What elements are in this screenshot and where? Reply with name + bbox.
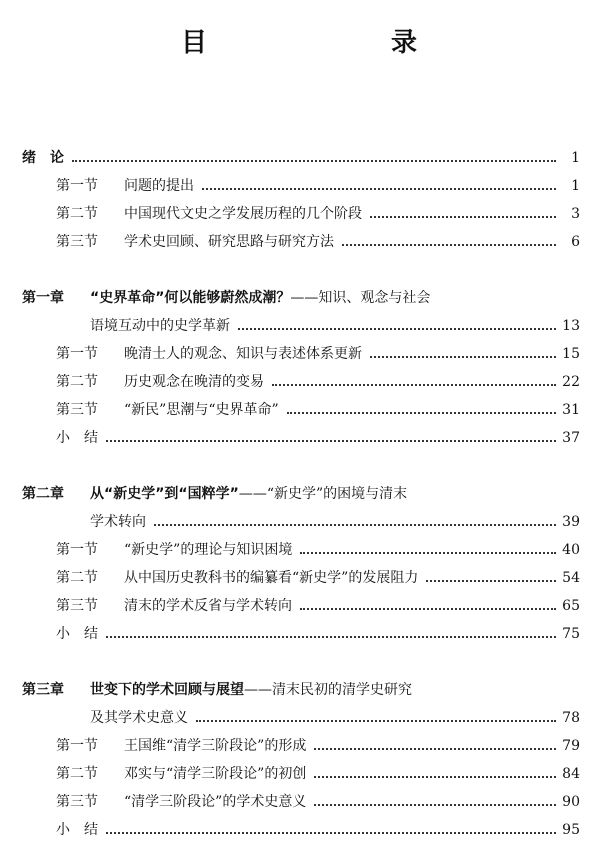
toc-leader-dots [426, 576, 556, 582]
toc-entry-label: 小 结 [56, 822, 98, 838]
toc-entry-title [124, 372, 264, 392]
page-title: 目 录 [180, 28, 461, 58]
toc-leader-dots [106, 632, 556, 638]
toc-entry-main-title: “新史学”的理论与知识困境 [124, 542, 293, 558]
toc-section-entry [0, 344, 598, 364]
toc-entry-title [90, 484, 407, 504]
toc-entry-main-title: “史界革命”何以能够蔚然成潮？ [90, 290, 291, 306]
toc-section-entry [0, 540, 598, 560]
toc-section-entry [0, 820, 598, 840]
toc-leader-dots [106, 436, 556, 442]
toc-page-number: 39 [562, 514, 580, 530]
toc-entry-subtitle: ——清末民初的清学史研究 [244, 682, 412, 698]
toc-entry-label: 第一节 [56, 542, 98, 558]
toc-entry-label: 第三章 [22, 682, 64, 698]
toc-page-number: 13 [562, 318, 580, 334]
toc-section-entry [0, 764, 598, 784]
toc-entry-label: 第三节 [56, 402, 98, 418]
toc-leader-dots [106, 828, 556, 834]
toc-entry-label: 第三节 [56, 598, 98, 614]
toc-entry-title [124, 568, 418, 588]
toc-chapter-entry [0, 148, 598, 168]
toc-entry-title [124, 204, 362, 224]
toc-page-number: 22 [562, 374, 580, 390]
toc-leader-dots [154, 520, 556, 526]
toc-leader-dots [314, 772, 556, 778]
toc-entry-subtitle: ——知识、观念与社会 [290, 290, 431, 306]
toc-entry-label: 第二节 [56, 766, 98, 782]
toc-entry-main-title: 及其学术史意义 [90, 710, 188, 726]
toc-page-number: 95 [562, 822, 580, 838]
toc-chapter-entry [0, 288, 598, 308]
toc-page-number: 75 [562, 626, 580, 642]
toc-page-number: 37 [562, 430, 580, 446]
toc-entry-title [124, 764, 306, 784]
toc-leader-dots [370, 352, 556, 358]
toc-chapter-continuation [0, 316, 598, 336]
toc-entry-label: 小 结 [56, 626, 98, 642]
toc-chapter-continuation [0, 512, 598, 532]
toc-entry-title [90, 708, 188, 728]
toc-entry-label: 第二节 [56, 570, 98, 586]
toc-page-number: 65 [562, 598, 580, 614]
toc-entry-title [124, 596, 292, 616]
toc-page-number: 15 [562, 346, 580, 362]
toc-page-number: 1 [571, 150, 580, 166]
toc-section-entry [0, 400, 598, 420]
toc-entry-label: 第一节 [56, 738, 98, 754]
toc-leader-dots [370, 212, 556, 218]
toc-entry-main-title: 学术史回顾、研究思路与研究方法 [124, 234, 334, 250]
toc-entry-subtitle: ——“新史学”的困境与清末 [238, 486, 408, 502]
toc-entry-main-title: 语境互动中的史学革新 [90, 318, 230, 334]
toc-leader-dots [287, 408, 556, 414]
toc-leader-dots [272, 380, 556, 386]
toc-entry-main-title: 中国现代文史之学发展历程的几个阶段 [124, 206, 362, 222]
toc-entry-label: 第二章 [22, 486, 64, 502]
toc-entry-main-title: 世变下的学术回顾与展望 [90, 682, 244, 698]
toc-entry-main-title: 邓实与“清学三阶段论”的初创 [124, 766, 307, 782]
toc-entry-title [90, 512, 146, 532]
toc-entry-main-title: 从中国历史教科书的编纂看“新史学”的发展阻力 [124, 570, 419, 586]
toc-leader-dots [314, 800, 556, 806]
toc-page-number: 90 [562, 794, 580, 810]
toc-leader-dots [300, 604, 556, 610]
toc-page-number: 54 [562, 570, 580, 586]
toc-entry-label: 第三节 [56, 234, 98, 250]
toc-entry-main-title: 问题的提出 [124, 178, 194, 194]
toc-entry-main-title: “清学三阶段论”的学术史意义 [124, 794, 307, 810]
toc-section-entry [0, 176, 598, 196]
toc-section-entry [0, 204, 598, 224]
toc-entry-label: 绪 论 [22, 150, 64, 166]
toc-chapter-entry [0, 484, 598, 504]
toc-entry-label: 第一节 [56, 346, 98, 362]
toc-entry-title [124, 400, 279, 420]
toc-page-number: 6 [571, 234, 580, 250]
toc-entry-title [124, 344, 362, 364]
toc-entry-label: 第三节 [56, 794, 98, 810]
toc-section-entry [0, 736, 598, 756]
toc-section-entry [0, 428, 598, 448]
toc-entry-title [90, 680, 412, 700]
toc-entry-main-title: “新民”思潮与“史界革命” [124, 402, 279, 418]
toc-entry-main-title: 晚清士人的观念、知识与表述体系更新 [124, 346, 362, 362]
toc-entry-main-title: 清末的学术反省与学术转向 [124, 598, 292, 614]
toc-entry-main-title: 从“新史学”到“国粹学” [90, 486, 239, 502]
toc-entry-main-title: 历史观念在晚清的变易 [124, 374, 264, 390]
toc-section-entry [0, 596, 598, 616]
toc-leader-dots [300, 548, 556, 554]
toc-entry-label: 第一章 [22, 290, 64, 306]
toc-leader-dots [202, 184, 556, 190]
toc-entry-title [124, 176, 194, 196]
toc-entry-label: 小 结 [56, 430, 98, 446]
toc-entry-title [124, 540, 292, 560]
toc-entry-title [90, 288, 430, 308]
toc-section-entry [0, 232, 598, 252]
toc-section-entry [0, 792, 598, 812]
toc-page-number: 1 [571, 178, 580, 194]
toc-entry-label: 第一节 [56, 178, 98, 194]
toc-page-number: 84 [562, 766, 580, 782]
toc-page-number: 79 [562, 738, 580, 754]
toc-entry-label: 第二节 [56, 374, 98, 390]
toc-page-number: 3 [571, 206, 580, 222]
toc-page-number: 78 [562, 710, 580, 726]
toc-page-number: 40 [562, 542, 580, 558]
toc-chapter-entry [0, 680, 598, 700]
toc-leader-dots [342, 240, 556, 246]
toc-section-entry [0, 372, 598, 392]
toc-leader-dots [72, 156, 556, 162]
toc-page-number: 31 [562, 402, 580, 418]
toc-section-entry [0, 568, 598, 588]
toc-entry-title [124, 736, 306, 756]
toc-entry-title [124, 232, 334, 252]
toc-entry-label: 第二节 [56, 206, 98, 222]
toc-entry-title [124, 792, 306, 812]
toc-leader-dots [314, 744, 556, 750]
toc-chapter-continuation [0, 708, 598, 728]
toc-leader-dots [238, 324, 556, 330]
toc-entry-main-title: 学术转向 [90, 514, 146, 530]
toc-entry-title [90, 316, 230, 336]
toc-section-entry [0, 624, 598, 644]
toc-entry-main-title: 王国维“清学三阶段论”的形成 [124, 738, 307, 754]
toc-leader-dots [196, 716, 556, 722]
